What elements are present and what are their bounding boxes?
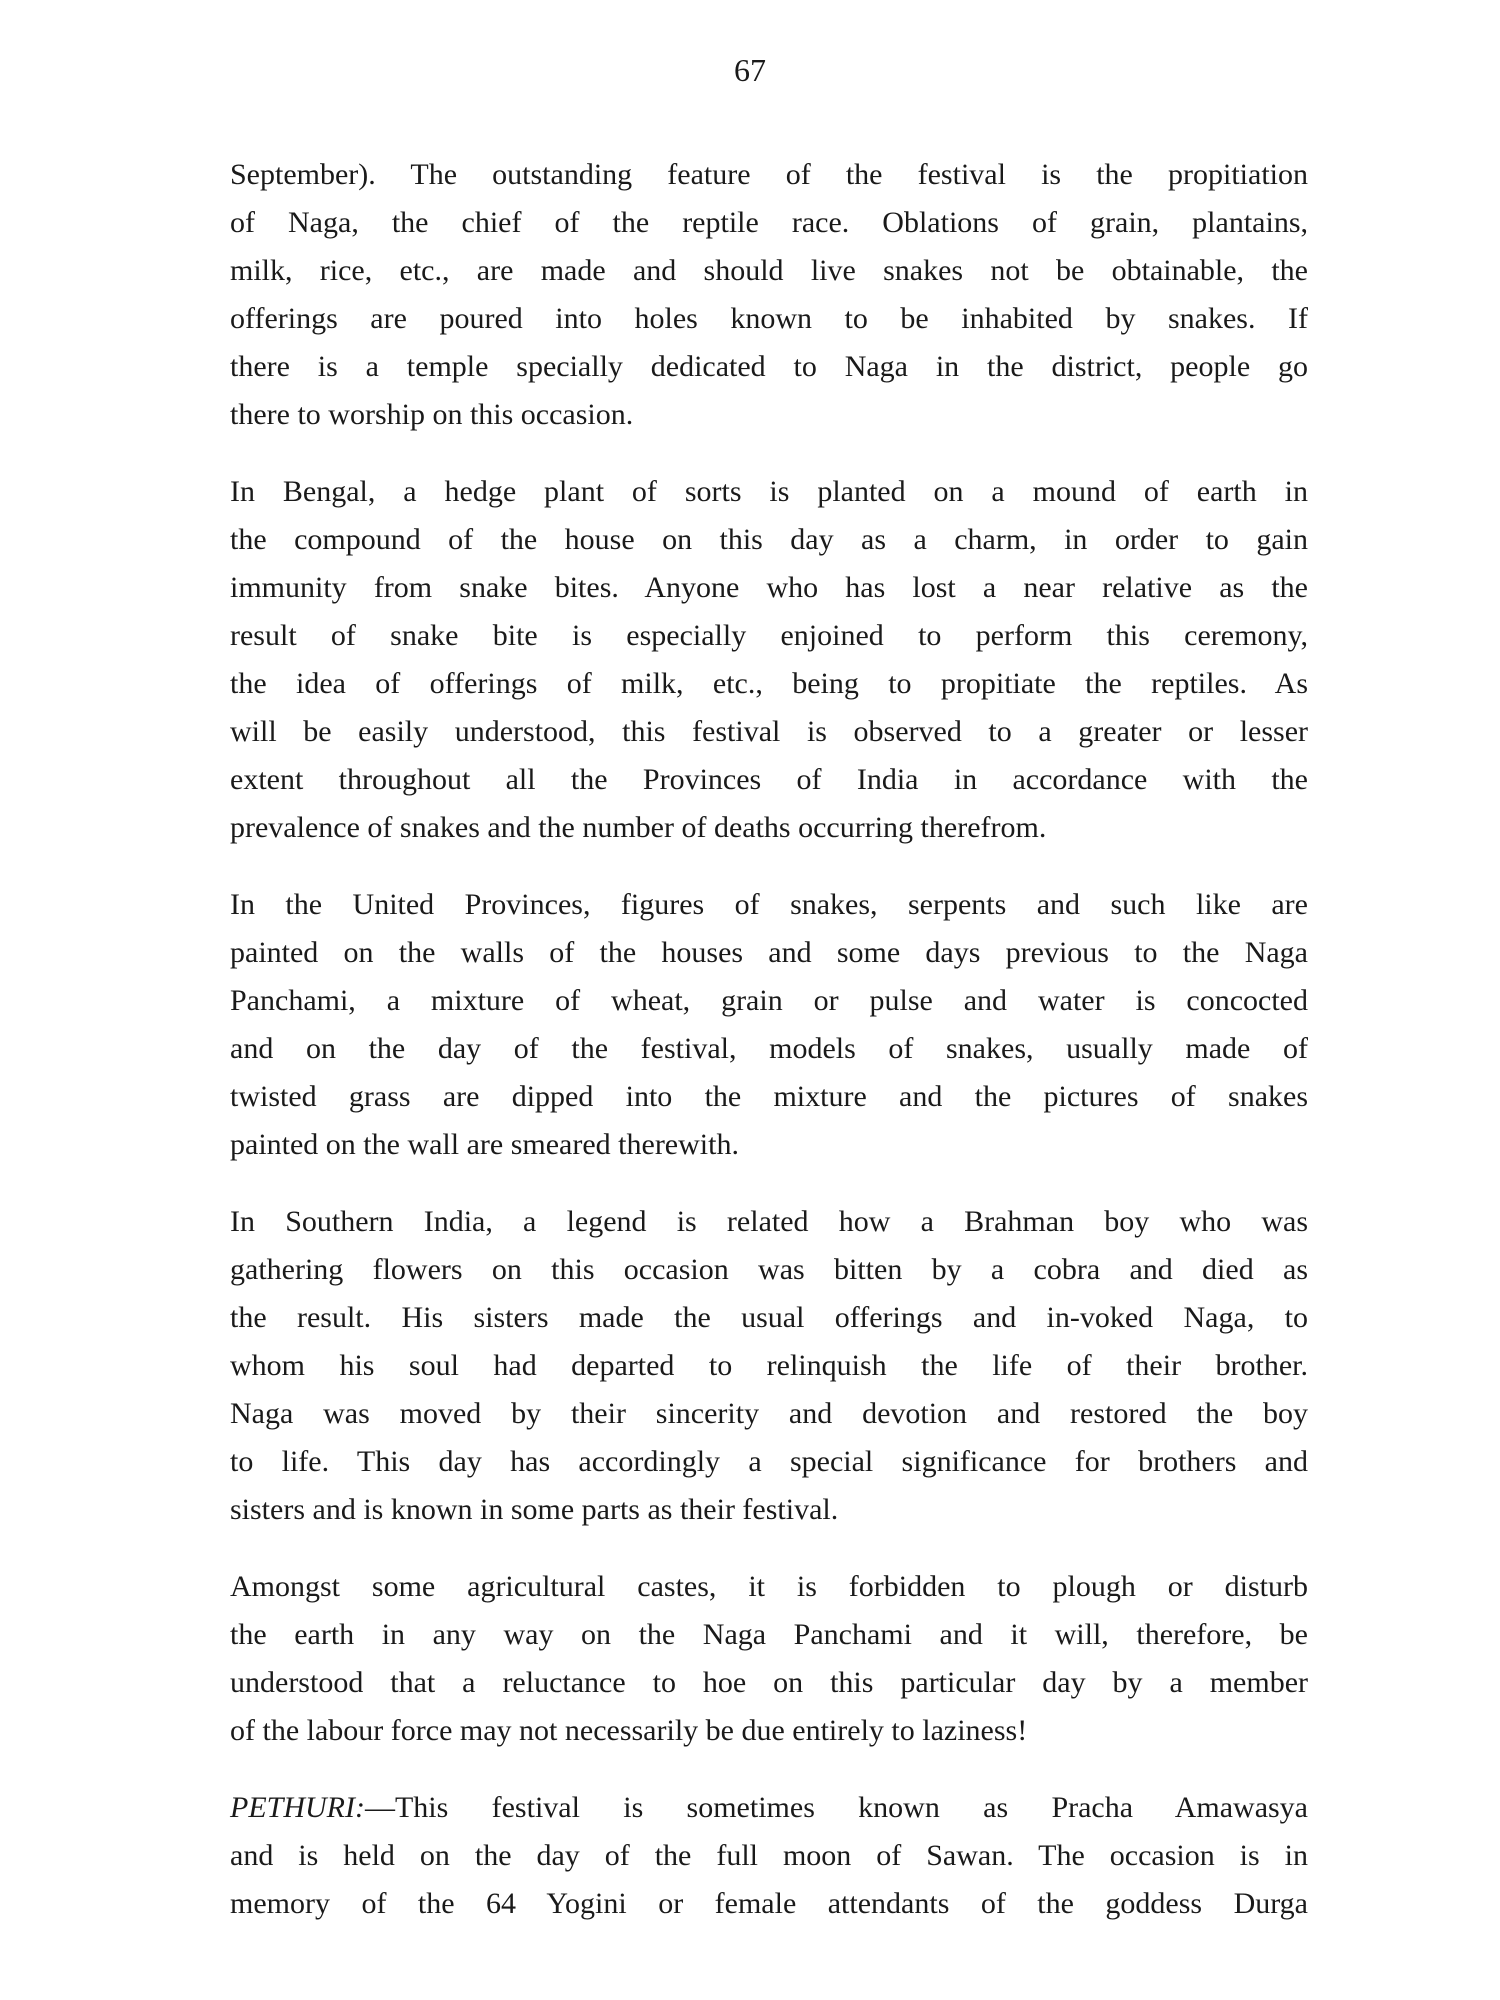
body-text <box>230 151 1308 1957</box>
text-line: painted on the walls of the houses and some days previous to the Naga <box>230 936 1308 969</box>
text-line: prevalence of snakes and the number of deaths occurring therefrom. <box>230 811 1047 844</box>
page-number: 67 <box>734 52 766 88</box>
text-line: result of snake bite is especially enjoined to perform this ceremony, <box>230 619 1308 652</box>
text-line: painted on the wall are smeared therewith. <box>230 1128 739 1161</box>
text-line: there to worship on this occasion. <box>230 398 634 431</box>
text-line: twisted grass are dipped into the mixture and the pictures of snakes <box>230 1080 1308 1113</box>
paragraph <box>230 151 1308 439</box>
text-line: and is held on the day of the full moon of Sawan. The occasion is in <box>230 1839 1308 1872</box>
text-line: milk, rice, etc., are made and should live snakes not be obtainable, the <box>230 254 1308 287</box>
paragraph <box>230 468 1308 852</box>
text-line: immunity from snake bites. Anyone who has lost a near relative as the <box>230 571 1308 604</box>
festival-heading: PETHURI: <box>230 1791 365 1824</box>
text-line: whom his soul had departed to relinquish the life of their brother. <box>230 1349 1308 1382</box>
paragraph <box>230 881 1308 1169</box>
text-line: September). The outstanding feature of the festival is the propitiation <box>230 158 1308 191</box>
paragraph <box>230 1198 1308 1534</box>
text-line: will be easily understood, this festival is observed to a greater or lesser <box>230 715 1308 748</box>
text-line: Naga was moved by their sincerity and devotion and restored the boy <box>230 1397 1308 1430</box>
text-line: Panchami, a mixture of wheat, grain or pulse and water is concocted <box>230 984 1308 1017</box>
text-line: to life. This day has accordingly a special significance for brothers and <box>230 1445 1308 1478</box>
text-line: sisters and is known in some parts as their festival. <box>230 1493 839 1526</box>
text-line: Amongst some agricultural castes, it is forbidden to plough or disturb <box>230 1570 1308 1603</box>
text-line: of Naga, the chief of the reptile race. Oblations of grain, plantains, <box>230 206 1308 239</box>
paragraph-pethuri <box>230 1784 1308 1928</box>
text-line: there is a temple specially dedicated to Naga in the district, people go <box>230 350 1308 383</box>
text-line: extent throughout all the Provinces of India in accordance with the <box>230 763 1308 796</box>
text-line: understood that a reluctance to hoe on this particular day by a member <box>230 1666 1308 1699</box>
text-line: gathering flowers on this occasion was bitten by a cobra and died as <box>230 1253 1308 1286</box>
text-line: and on the day of the festival, models of snakes, usually made of <box>230 1032 1308 1065</box>
text-line: the earth in any way on the Naga Panchami and it will, therefore, be <box>230 1618 1308 1651</box>
text-line: the idea of offerings of milk, etc., being to propitiate the reptiles. As <box>230 667 1308 700</box>
text-line: In Bengal, a hedge plant of sorts is planted on a mound of earth in <box>230 475 1308 508</box>
text-line: the compound of the house on this day as a charm, in order to gain <box>230 523 1308 556</box>
paragraph <box>230 1563 1308 1755</box>
text-line: In Southern India, a legend is related how a Brahman boy who was <box>230 1205 1308 1238</box>
text-line <box>230 1784 1308 1832</box>
heading-continuation: —This festival is sometimes known as Pracha Amawasya <box>364 1791 1308 1824</box>
text-line: memory of the 64 Yogini or female attendants of the goddess Durga <box>230 1887 1308 1920</box>
text-line: the result. His sisters made the usual offerings and in-voked Naga, to <box>230 1301 1308 1334</box>
text-line: of the labour force may not necessarily be due entirely to laziness! <box>230 1714 1028 1747</box>
text-line: In the United Provinces, figures of snakes, serpents and such like are <box>230 888 1308 921</box>
text-line: offerings are poured into holes known to be inhabited by snakes. If <box>230 302 1308 335</box>
